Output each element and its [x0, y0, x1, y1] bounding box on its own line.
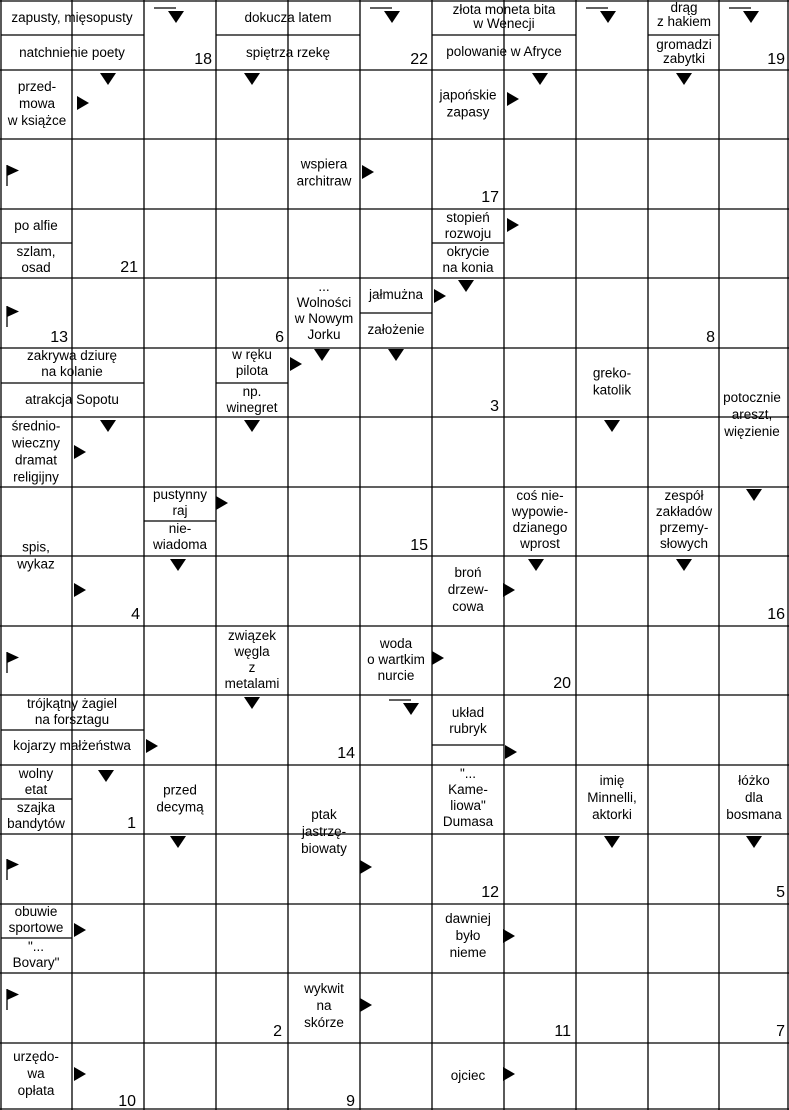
clue-c24	[723, 390, 781, 439]
clue-line: raj	[172, 502, 188, 518]
grid-cell[interactable]	[1, 139, 72, 209]
clue-line: Bovary"	[12, 954, 60, 970]
clue-line: zabytki	[662, 50, 706, 66]
grid-cell[interactable]	[72, 626, 144, 695]
clue-line: ojciec	[450, 1067, 486, 1083]
clue-line: metalami	[224, 675, 280, 691]
clue-line: w Nowym	[294, 310, 354, 326]
clue-line: wykaz	[17, 556, 55, 572]
clue-line: areszt,	[731, 406, 773, 422]
grid-cell[interactable]	[72, 139, 144, 209]
grid-cell[interactable]	[216, 904, 288, 973]
solution-number: 6	[275, 329, 284, 346]
clue-line: imię	[599, 772, 625, 788]
clue-line: po alfie	[14, 217, 58, 233]
clue-line: spiętrza rzekę	[245, 44, 331, 60]
grid-cell[interactable]	[360, 556, 432, 626]
clue-line: słowych	[659, 535, 709, 551]
solution-number: 13	[50, 329, 68, 346]
clue-c28	[511, 488, 568, 551]
clue-line: na kolanie	[41, 363, 103, 379]
clue-line: Minnelli,	[587, 789, 637, 805]
clue-line: broń	[454, 564, 482, 580]
grid-cell[interactable]	[504, 209, 576, 278]
clue-line: średnio-	[11, 418, 61, 434]
clue-line: skórze	[304, 1014, 344, 1030]
grid-cell[interactable]	[504, 1043, 576, 1109]
solution-number: 20	[553, 675, 571, 692]
grid-cell[interactable]	[432, 487, 504, 556]
clue-line: spis,	[22, 539, 50, 555]
clue-line: Dumasa	[442, 813, 494, 829]
grid-cell[interactable]	[288, 626, 360, 695]
grid-cell[interactable]	[144, 417, 216, 487]
clue-line: ptak	[311, 806, 337, 822]
grid-cell[interactable]	[216, 487, 288, 556]
clue-line: cowa	[452, 598, 484, 614]
clue-line: wolny	[18, 765, 54, 781]
clue-line: greko-	[592, 365, 632, 381]
clue-c4	[246, 45, 330, 60]
grid-cell[interactable]	[360, 417, 432, 487]
clue-line: na konia	[442, 259, 494, 275]
grid-cell[interactable]	[288, 70, 360, 139]
clue-line: wykwit	[304, 980, 344, 996]
grid-cell[interactable]	[504, 556, 576, 626]
clue-c20	[25, 392, 119, 407]
clue-line: etat	[24, 781, 48, 797]
clue-line: przemy-	[659, 519, 709, 535]
clue-line: wieczny	[11, 435, 61, 451]
clue-line: na forsztagu	[34, 711, 110, 727]
clue-line: dawniej	[445, 910, 491, 926]
clue-line: Wolności	[296, 294, 352, 310]
clue-line: pustynny	[152, 486, 208, 502]
grid-cell[interactable]	[288, 209, 360, 278]
grid-cell[interactable]	[432, 626, 504, 695]
clue-line: mowa	[18, 95, 56, 111]
grid-cell[interactable]	[144, 70, 216, 139]
grid-cell[interactable]	[1, 834, 72, 904]
clue-line: pilota	[235, 362, 269, 378]
grid-cell[interactable]	[360, 70, 432, 139]
solution-number: 14	[337, 745, 355, 762]
grid-cell[interactable]	[72, 278, 144, 348]
clue-line: "...	[27, 938, 45, 954]
grid-cell[interactable]	[216, 556, 288, 626]
clue-line: zapusty, mięsopusty	[11, 9, 133, 25]
clue-line: z hakiem	[656, 13, 712, 29]
clue-line: zapasy	[446, 104, 490, 120]
clue-line: w ręku	[232, 346, 272, 362]
clue-line: "...	[459, 765, 477, 781]
grid-cell[interactable]	[648, 834, 719, 904]
grid-cell[interactable]	[288, 904, 360, 973]
solution-number: 4	[131, 606, 140, 623]
grid-cell[interactable]	[432, 973, 504, 1043]
clue-line: przed	[163, 782, 197, 798]
clue-line: o wartkim	[367, 651, 425, 667]
grid-cell[interactable]	[504, 278, 576, 348]
grid-cell[interactable]	[719, 278, 788, 348]
clue-line: aktorki	[592, 806, 632, 822]
clue-line: zakrywa dziurę	[26, 347, 118, 363]
clue-line: zespół	[664, 487, 704, 503]
grid-cell[interactable]	[1, 973, 72, 1043]
grid-cell[interactable]	[288, 417, 360, 487]
solution-number: 9	[346, 1093, 355, 1110]
grid-cell[interactable]	[504, 834, 576, 904]
clue-line: nieme	[449, 944, 487, 960]
clue-line: bandytów	[7, 815, 65, 831]
clue-line: w książce	[7, 112, 67, 128]
clue-line: jałmużna	[368, 286, 424, 302]
clue-line: z	[248, 659, 256, 675]
grid-cell[interactable]	[216, 139, 288, 209]
clue-c2	[19, 45, 125, 60]
grid-cell[interactable]	[360, 139, 432, 209]
grid-cell[interactable]	[648, 626, 719, 695]
grid-cell[interactable]	[216, 834, 288, 904]
solution-number: 12	[481, 884, 499, 901]
clue-line: polowanie w Afryce	[446, 43, 562, 59]
grid-cell[interactable]	[719, 139, 788, 209]
clue-c18	[367, 322, 424, 337]
solution-number: 3	[490, 398, 499, 415]
grid-cell[interactable]	[360, 765, 432, 834]
clue-line: atrakcja Sopotu	[25, 391, 119, 407]
solution-number: 1	[127, 815, 136, 832]
grid-cell[interactable]	[576, 973, 648, 1043]
grid-cell[interactable]	[360, 904, 432, 973]
clue-line: w Wenecji	[473, 15, 535, 31]
clue-c49	[451, 1068, 486, 1083]
grid-cell[interactable]	[288, 487, 360, 556]
clue-line: obuwie	[14, 903, 58, 919]
grid-cell[interactable]	[72, 973, 144, 1043]
clue-line: nie-	[168, 520, 192, 536]
clue-c14	[445, 210, 492, 241]
clue-c6	[446, 44, 562, 59]
grid-cell[interactable]	[576, 626, 648, 695]
clue-line: woda	[379, 635, 413, 651]
grid-cell[interactable]	[648, 209, 719, 278]
clue-line: wiadoma	[152, 536, 208, 552]
clue-line: potocznie	[723, 389, 781, 405]
grid-cell[interactable]	[144, 278, 216, 348]
clue-line: było	[455, 927, 481, 943]
clue-line: złota moneta bita	[452, 1, 556, 17]
clue-c15	[442, 244, 494, 275]
grid-cell[interactable]	[648, 904, 719, 973]
grid-cell[interactable]	[144, 348, 216, 417]
solution-number: 16	[767, 606, 785, 623]
clue-line: decymą	[156, 799, 204, 815]
grid-cell[interactable]	[576, 1043, 648, 1109]
clue-line: urzędo-	[13, 1048, 59, 1064]
clue-line: rubryk	[449, 720, 487, 736]
solution-number: 21	[120, 259, 138, 276]
clue-line: łóżko	[738, 772, 770, 788]
grid-cell[interactable]	[504, 417, 576, 487]
grid-cell[interactable]	[576, 278, 648, 348]
grid-cell[interactable]	[504, 695, 576, 765]
clue-line: założenie	[367, 321, 425, 337]
solution-number: 22	[410, 51, 428, 68]
clue-line: wprost	[520, 535, 560, 551]
clue-line: nurcie	[377, 667, 415, 683]
clue-line: przed-	[17, 78, 57, 94]
grid-cell[interactable]	[719, 695, 788, 765]
clue-line: drzew-	[447, 581, 489, 597]
grid-cell[interactable]	[216, 765, 288, 834]
solution-number: 10	[118, 1093, 136, 1110]
clue-c36	[449, 705, 487, 736]
clue-line: jastrzę-	[301, 823, 347, 839]
grid-cell[interactable]	[144, 973, 216, 1043]
grid-cell[interactable]	[288, 348, 360, 417]
grid-cell[interactable]	[216, 1043, 288, 1109]
clue-line: opłata	[17, 1082, 55, 1098]
clue-c8	[656, 37, 712, 66]
clue-line: kojarzy małżeństwa	[13, 737, 131, 753]
grid-cell[interactable]	[360, 973, 432, 1043]
clue-c17	[368, 287, 424, 302]
grid-cell[interactable]	[72, 834, 144, 904]
grid-cell[interactable]	[576, 904, 648, 973]
solution-number: 2	[273, 1023, 282, 1040]
clue-line: więzienie	[724, 423, 780, 439]
clue-c34	[27, 696, 117, 727]
grid-cell[interactable]	[504, 904, 576, 973]
clue-line: np.	[242, 383, 262, 399]
grid-cell[interactable]	[72, 487, 144, 556]
clue-c21	[231, 347, 272, 378]
grid-cell[interactable]	[504, 139, 576, 209]
clue-line: wa	[27, 1065, 45, 1081]
grid-cell[interactable]	[72, 904, 144, 973]
clue-line: winegret	[226, 399, 278, 415]
clue-line: węgla	[234, 643, 270, 659]
clue-c3	[244, 10, 331, 25]
grid-cell[interactable]	[144, 904, 216, 973]
grid-cell[interactable]	[576, 209, 648, 278]
grid-cell[interactable]	[576, 139, 648, 209]
grid-cell[interactable]	[648, 765, 719, 834]
clue-line: Kame-	[448, 781, 488, 797]
grid-cell[interactable]	[144, 695, 216, 765]
grid-cell[interactable]	[719, 209, 788, 278]
grid-cell[interactable]	[719, 904, 788, 973]
grid-cell[interactable]	[576, 70, 648, 139]
clue-line: japońskie	[439, 87, 497, 103]
grid-cell[interactable]	[648, 695, 719, 765]
solution-number: 11	[554, 1023, 571, 1040]
clue-line: katolik	[592, 382, 632, 398]
solution-number: 19	[767, 51, 785, 68]
grid-cell[interactable]	[144, 1043, 216, 1109]
grid-cell[interactable]	[719, 70, 788, 139]
grid-cell[interactable]	[648, 973, 719, 1043]
grid-cell[interactable]	[719, 1043, 788, 1109]
grid-cell[interactable]	[576, 487, 648, 556]
clue-line: rozwoju	[444, 225, 492, 241]
grid-cell[interactable]	[432, 417, 504, 487]
clue-line: na	[316, 997, 332, 1013]
clue-line: ...	[318, 278, 330, 294]
clue-line: szlam,	[16, 243, 56, 259]
clue-line: liowa"	[450, 797, 486, 813]
clue-line: natchnienie poety	[19, 44, 125, 60]
clue-line: architraw	[296, 173, 352, 189]
grid-cell[interactable]	[648, 139, 719, 209]
clue-c12	[14, 218, 58, 233]
solution-number: 18	[194, 51, 212, 68]
grid-cell[interactable]	[360, 1043, 432, 1109]
solution-number: 15	[410, 537, 428, 554]
clue-line: sportowe	[8, 919, 64, 935]
grid-cell[interactable]	[648, 417, 719, 487]
clue-line: stopień	[446, 209, 490, 225]
grid-cell[interactable]	[648, 1043, 719, 1109]
grid-cell[interactable]	[144, 626, 216, 695]
clue-line: układ	[451, 704, 485, 720]
clue-c1	[11, 10, 133, 25]
grid-cell[interactable]	[360, 834, 432, 904]
grid-cell[interactable]	[360, 209, 432, 278]
clue-line: trójkątny żagiel	[26, 695, 118, 711]
clue-line: dla	[744, 789, 764, 805]
clue-line: osad	[21, 259, 51, 275]
clue-c44	[9, 904, 64, 935]
clue-line: okrycie	[446, 243, 490, 259]
clue-line: gromadzi	[656, 36, 712, 52]
clue-line: drąg	[670, 0, 698, 15]
clue-line: zakładów	[655, 503, 713, 519]
grid-cell[interactable]	[144, 209, 216, 278]
clue-line: bosmana	[726, 806, 782, 822]
answer-cells[interactable]	[1, 1, 788, 1109]
clue-line: dzianego	[512, 519, 568, 535]
grid-cell[interactable]	[216, 209, 288, 278]
grid-cell[interactable]	[648, 348, 719, 417]
clue-c35	[13, 738, 131, 753]
solution-number: 17	[481, 189, 499, 206]
clue-line: związek	[227, 627, 277, 643]
grid-cell[interactable]	[504, 765, 576, 834]
clue-c13	[16, 244, 55, 275]
clue-line: dokucza latem	[244, 9, 332, 25]
grid-cell[interactable]	[360, 695, 432, 765]
grid-cell[interactable]	[719, 626, 788, 695]
clue-line: szajka	[16, 799, 56, 815]
clue-line: coś nie-	[516, 487, 564, 503]
clue-line: biowaty	[301, 840, 347, 856]
clue-line: wspiera	[300, 156, 348, 172]
clue-line: wypowie-	[511, 503, 569, 519]
grid-cell[interactable]	[288, 556, 360, 626]
grid-cell[interactable]	[576, 556, 648, 626]
clue-line: dramat	[14, 452, 58, 468]
solution-number: 5	[776, 884, 785, 901]
grid-cell[interactable]	[144, 139, 216, 209]
grid-cell[interactable]	[504, 348, 576, 417]
clue-line: religijny	[13, 469, 59, 485]
clue-line: Jorku	[307, 326, 341, 342]
solution-number: 7	[776, 1023, 785, 1040]
solution-number: 8	[706, 329, 715, 346]
grid-cell[interactable]	[576, 695, 648, 765]
